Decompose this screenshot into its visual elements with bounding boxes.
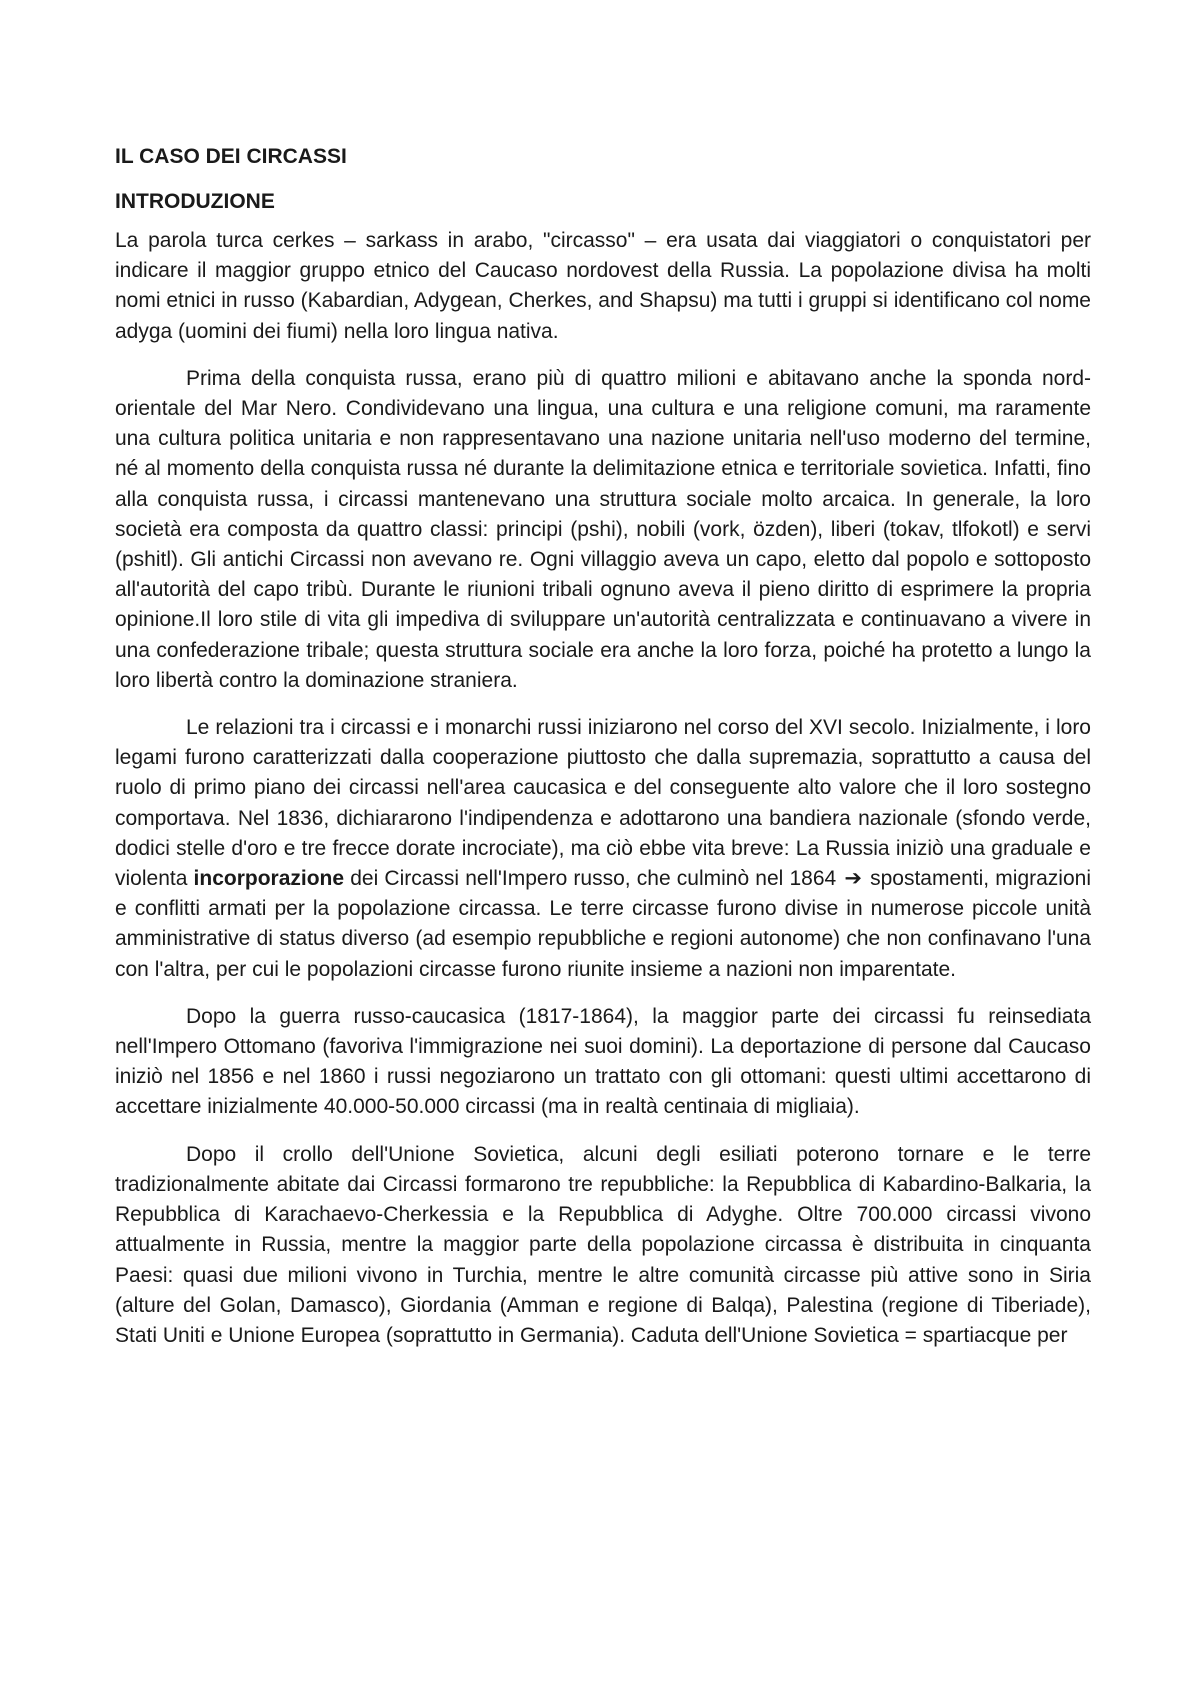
document-page bbox=[115, 142, 1091, 1368]
document-title: IL CASO DEI CIRCASSI bbox=[115, 145, 347, 168]
bold-term: incorporazione bbox=[193, 867, 345, 891]
paragraph-text: spostamenti, migrazioni e conflitti armati per la popolazione circassa. Le terre circasse furono divise in numerose piccole unità amministrative di status diverso (ad esempio repubbliche e regioni autonome) che non confinavano l'una con l'altra, per cui le popolazioni circasse furono riunite insieme a nazioni non imparentate. bbox=[115, 867, 1091, 981]
paragraph-post-soviet: Dopo il crollo dell'Unione Sovietica, alcuni degli esiliati poterono tornare e le terre tradizionalmente abitate dai Circassi formarono tre repubbliche: la Repubblica di Kabardino-Balkaria, la Repubblica di Karachaevo-Cherkessia e la Repubblica di Adyghe. Oltre 700.000 circassi vivono attualmente in Russia, mentre la maggior parte della popolazione circassa è distribuita in cinquanta Paesi: quasi due milioni vivono in Turchia, mentre le altre comunità circasse più attive sono in Siria (alture del Golan, Damasco), Giordania (Amman e regione di Balqa), Palestina (regione di Tiberiade), Stati Uniti e Unione Europea (soprattutto in Germania). Caduta dell'Unione Sovietica = spartiacque per bbox=[115, 1142, 1091, 1347]
paragraph-text: Le relazioni tra i circassi e i monarchi russi iniziarono nel corso del XVI secolo. Inizialmente, i loro legami furono caratterizzati dalla cooperazione piuttosto che dalla supremazia, soprattutto a causa del ruolo di primo piano dei circassi nell'area caucasica e del conseguente alto valore che il loro sostegno comportava. Nel 1836, dichiararono l'indipendenza e adottarono una bandiera nazionale (sfondo verde, dodici stelle d'oro e tre frecce dorate incrociate), ma ciò ebbe vita breve: La Russia iniziò una graduale e violenta bbox=[115, 716, 1091, 891]
paragraph-russian-relations bbox=[115, 713, 1091, 985]
paragraph-social-structure: Prima della conquista russa, erano più di quattro milioni e abitavano anche la sponda nord-orientale del Mar Nero. Condividevano una lingua, una cultura e una religione comuni, ma raramente una cultura politica unitaria e non rappresentavano una nazione unitaria nell'uso moderno del termine, né al momento della conquista russa né durante la delimitazione etnica e territoriale sovietica. Infatti, fino alla conquista russa, i circassi mantenevano una struttura sociale molto arcaica. In generale, la loro società era composta da quattro classi: principi (pshi), nobili (vork, özden), liberi (tokav, tlfokotl) e servi (pshitl). Gli antichi Circassi non avevano re. Ogni villaggio aveva un capo, eletto dal popolo e sottoposto all'autorità del capo tribù. Durante le riunioni tribali ognuno aveva il pieno diritto di esprimere la propria opinione.Il loro stile di vita gli impediva di sviluppare un'autorità centralizzata e continuavano a vivere in una confederazione tribale; questa struttura sociale era anche la loro forza, poiché ha protetto a lungo la loro libertà contro la dominazione straniera. bbox=[115, 366, 1091, 692]
paragraph-deportation: Dopo la guerra russo-caucasica (1817-1864), la maggior parte dei circassi fu reinsediata nell'Impero Ottomano (favoriva l'immigrazione nei suoi domini). La deportazione di persone dal Caucaso iniziò nel 1856 e nel 1860 i russi negoziarono un trattato con gli ottomani: questi ultimi accettarono di accettare inizialmente 40.000-50.000 circassi (ma in realtà centinaia di migliaia). bbox=[115, 1004, 1091, 1119]
paragraph-text: dei Circassi nell'Impero russo, che culminò nel 1864 bbox=[344, 867, 843, 891]
paragraph-intro: La parola turca cerkes – sarkass in arabo, "circasso" – era usata dai viaggiatori o conquistatori per indicare il maggior gruppo etnico del Caucaso nordovest della Russia. La popolazione divisa ha molti nomi etnici in russo (Kabardian, Adygean, Cherkes, and Shapsu) ma tutti i gruppi si identificano col nome adyga (uomini dei fiumi) nella loro lingua nativa. bbox=[115, 229, 1091, 343]
section-heading: INTRODUZIONE bbox=[115, 190, 275, 213]
arrow-right-icon: ➔ bbox=[844, 867, 862, 891]
